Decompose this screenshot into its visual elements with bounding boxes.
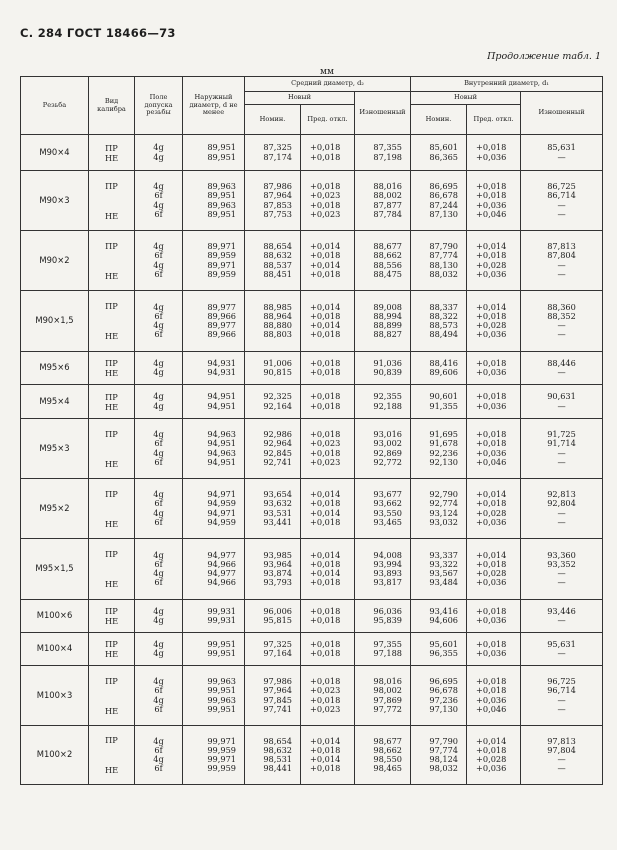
d2-deviation-cell: +0,014 +0,018 +0,014 +0,018	[301, 231, 355, 291]
d1-worn-cell: 92,813 92,804 — —	[521, 479, 603, 539]
d2-deviation-cell: +0,018 +0,018	[301, 633, 355, 666]
outer-diameter-cell: 94,977 94,966 94,977 94,966	[183, 539, 245, 600]
d2-nominal-cell: 92,325 92,164	[245, 385, 301, 419]
table-row	[21, 539, 603, 600]
d1-worn-cell: 88,360 88,352 — —	[521, 291, 603, 352]
col-header-middle-diameter: Средний диаметр, d₂	[245, 77, 411, 92]
outer-diameter-cell: 89,977 89,966 89,977 89,966	[183, 291, 245, 352]
col-header-d2-new: Новый	[245, 92, 355, 105]
gauge-type-cell: ПР НЕ	[89, 726, 135, 785]
thread-cell: M90×1,5	[21, 291, 89, 352]
d2-deviation-cell: +0,018 +0,018	[301, 352, 355, 385]
thread-cell: M90×4	[21, 135, 89, 171]
d2-deviation-cell: +0,018 +0,023 +0,018 +0,023	[301, 171, 355, 231]
d1-nominal-cell: 87,790 87,774 88,130 88,032	[411, 231, 467, 291]
d1-worn-cell: 96,725 96,714 — —	[521, 666, 603, 726]
tolerance-field-cell: 4g 4g	[135, 352, 183, 385]
d1-deviation-cell: +0,018 +0,036	[467, 385, 521, 419]
col-header-thread: Резьба	[21, 77, 89, 135]
thread-cell: M95×6	[21, 352, 89, 385]
table-row	[21, 419, 603, 479]
col-header-tolerance-field: Поле допуска резьбы	[135, 77, 183, 135]
tolerance-field-cell: 4g 6f 4g 6f	[135, 666, 183, 726]
d1-deviation-cell: +0,018 +0,036	[467, 135, 521, 171]
col-header-inner-diameter: Внутренний диаметр, d₁	[411, 77, 603, 92]
col-header-d2-nominal: Номин.	[245, 105, 301, 135]
d1-nominal-cell: 88,337 88,322 88,573 88,494	[411, 291, 467, 352]
d2-worn-cell: 96,036 95,839	[355, 600, 411, 633]
d1-deviation-cell: +0,018 +0,018 +0,036 +0,046	[467, 419, 521, 479]
page-header: С. 284 ГОСТ 18466—73	[20, 26, 176, 40]
d2-deviation-cell: +0,014 +0,018 +0,014 +0,018	[301, 479, 355, 539]
tolerance-field-cell: 4g 6f 4g 6f	[135, 479, 183, 539]
d2-nominal-cell: 97,986 97,964 97,845 97,741	[245, 666, 301, 726]
d1-worn-cell: 93,360 93,352 — —	[521, 539, 603, 600]
gauge-type-cell: ПР НЕ	[89, 539, 135, 600]
outer-diameter-cell: 89,951 89,951	[183, 135, 245, 171]
tolerance-field-cell: 4g 6f 4g 6f	[135, 171, 183, 231]
tolerance-field-cell: 4g 4g	[135, 135, 183, 171]
d2-worn-cell: 89,008 88,994 88,899 88,827	[355, 291, 411, 352]
table-row	[21, 171, 603, 231]
d1-deviation-cell: +0,018 +0,018 +0,036 +0,046	[467, 171, 521, 231]
gauge-type-cell: ПР НЕ	[89, 291, 135, 352]
table-row	[21, 231, 603, 291]
d1-deviation-cell: +0,014 +0,018 +0,028 +0,036	[467, 479, 521, 539]
tolerance-field-cell: 4g 6f 4g 6f	[135, 419, 183, 479]
d1-deviation-cell: +0,018 +0,036	[467, 352, 521, 385]
tolerance-field-cell: 4g 6f 4g 6f	[135, 726, 183, 785]
d1-nominal-cell: 93,416 94,606	[411, 600, 467, 633]
gauge-type-cell: ПР НЕ	[89, 385, 135, 419]
d1-worn-cell: 87,813 87,804 — —	[521, 231, 603, 291]
d2-deviation-cell: +0,018 +0,018	[301, 135, 355, 171]
d2-nominal-cell: 88,985 88,964 88,880 88,803	[245, 291, 301, 352]
d2-deviation-cell: +0,018 +0,023 +0,018 +0,023	[301, 666, 355, 726]
d1-deviation-cell: +0,014 +0,018 +0,028 +0,036	[467, 231, 521, 291]
gauge-type-cell: ПР НЕ	[89, 479, 135, 539]
col-header-d2-worn: Изношенный	[355, 92, 411, 135]
outer-diameter-cell: 94,971 94,959 94,971 94,959	[183, 479, 245, 539]
outer-diameter-cell: 94,951 94,951	[183, 385, 245, 419]
thread-cell: M95×1,5	[21, 539, 89, 600]
gauge-type-cell: ПР НЕ	[89, 419, 135, 479]
d1-worn-cell: 88,446 —	[521, 352, 603, 385]
d1-deviation-cell: +0,014 +0,018 +0,028 +0,036	[467, 726, 521, 785]
d2-worn-cell: 98,677 98,662 98,550 98,465	[355, 726, 411, 785]
gauge-type-cell: ПР НЕ	[89, 135, 135, 171]
tolerance-field-cell: 4g 6f 4g 6f	[135, 291, 183, 352]
table-row	[21, 291, 603, 352]
col-header-outer-diameter: Наружный диаметр, d не менее	[183, 77, 245, 135]
d1-nominal-cell: 88,416 89,606	[411, 352, 467, 385]
thread-cell: M90×2	[21, 231, 89, 291]
d2-deviation-cell: +0,018 +0,018	[301, 385, 355, 419]
tolerance-field-cell: 4g 4g	[135, 633, 183, 666]
tolerance-field-cell: 4g 6f 4g 6f	[135, 231, 183, 291]
gauge-type-cell: ПР НЕ	[89, 171, 135, 231]
col-header-gauge-type: Вид калибра	[89, 77, 135, 135]
tolerance-field-cell: 4g 4g	[135, 385, 183, 419]
d2-worn-cell: 94,008 93,994 93,893 93,817	[355, 539, 411, 600]
table-row	[21, 633, 603, 666]
outer-diameter-cell: 89,971 89,959 89,971 89,959	[183, 231, 245, 291]
table-row	[21, 352, 603, 385]
table-continuation-label: Продолжение табл. 1	[487, 51, 601, 62]
d1-deviation-cell: +0,018 +0,018 +0,036 +0,046	[467, 666, 521, 726]
d1-deviation-cell: +0,018 +0,036	[467, 600, 521, 633]
d2-worn-cell: 91,036 90,839	[355, 352, 411, 385]
d2-deviation-cell: +0,014 +0,018 +0,014 +0,018	[301, 291, 355, 352]
table-row	[21, 479, 603, 539]
table-row	[21, 135, 603, 171]
d1-worn-cell: 93,446 —	[521, 600, 603, 633]
gauge-type-cell: ПР НЕ	[89, 666, 135, 726]
outer-diameter-cell: 99,951 99,951	[183, 633, 245, 666]
d2-nominal-cell: 91,006 90,815	[245, 352, 301, 385]
d2-deviation-cell: +0,014 +0,018 +0,014 +0,018	[301, 539, 355, 600]
tolerance-field-cell: 4g 6f 4g 6f	[135, 539, 183, 600]
d2-worn-cell: 97,355 97,188	[355, 633, 411, 666]
tolerance-field-cell: 4g 4g	[135, 600, 183, 633]
table-row	[21, 666, 603, 726]
d2-nominal-cell: 92,986 92,964 92,845 92,741	[245, 419, 301, 479]
d2-nominal-cell: 93,654 93,632 93,531 93,441	[245, 479, 301, 539]
gauge-type-cell: ПР НЕ	[89, 352, 135, 385]
outer-diameter-cell: 89,963 89,951 89,963 89,951	[183, 171, 245, 231]
outer-diameter-cell: 99,971 99,959 99,971 99,959	[183, 726, 245, 785]
d2-worn-cell: 93,016 93,002 92,869 92,772	[355, 419, 411, 479]
d1-nominal-cell: 93,337 93,322 93,567 93,484	[411, 539, 467, 600]
d2-nominal-cell: 96,006 95,815	[245, 600, 301, 633]
thread-cell: M100×4	[21, 633, 89, 666]
d1-worn-cell: 90,631 —	[521, 385, 603, 419]
d1-deviation-cell: +0,018 +0,036	[467, 633, 521, 666]
d1-deviation-cell: +0,014 +0,018 +0,028 +0,036	[467, 539, 521, 600]
d1-nominal-cell: 95,601 96,355	[411, 633, 467, 666]
table-row	[21, 600, 603, 633]
d2-nominal-cell: 93,985 93,964 93,874 93,793	[245, 539, 301, 600]
d1-worn-cell: 85,631 —	[521, 135, 603, 171]
d2-nominal-cell: 87,325 87,174	[245, 135, 301, 171]
thread-cell: M100×3	[21, 666, 89, 726]
d1-nominal-cell: 90,601 91,355	[411, 385, 467, 419]
table-row	[21, 385, 603, 419]
thread-cell: M90×3	[21, 171, 89, 231]
col-header-d1-new: Новый	[411, 92, 521, 105]
d1-deviation-cell: +0,014 +0,018 +0,028 +0,036	[467, 291, 521, 352]
d2-nominal-cell: 98,654 98,632 98,531 98,441	[245, 726, 301, 785]
d2-nominal-cell: 87,986 87,964 87,853 87,753	[245, 171, 301, 231]
thread-cell: M100×6	[21, 600, 89, 633]
thread-gauge-table	[20, 76, 603, 785]
d2-worn-cell: 98,016 98,002 97,869 97,772	[355, 666, 411, 726]
thread-cell: M95×4	[21, 385, 89, 419]
unit-label: мм	[320, 67, 335, 77]
outer-diameter-cell: 99,931 99,931	[183, 600, 245, 633]
gauge-type-cell: ПР НЕ	[89, 231, 135, 291]
d1-nominal-cell: 85,601 86,365	[411, 135, 467, 171]
d2-worn-cell: 92,355 92,188	[355, 385, 411, 419]
d1-nominal-cell: 86,695 86,678 87,244 87,130	[411, 171, 467, 231]
table-row	[21, 726, 603, 785]
d1-worn-cell: 86,725 86,714 — —	[521, 171, 603, 231]
col-header-d1-worn: Изношенный	[521, 92, 603, 135]
thread-cell: M95×3	[21, 419, 89, 479]
d1-worn-cell: 97,813 97,804 — —	[521, 726, 603, 785]
thread-cell: M95×2	[21, 479, 89, 539]
d1-nominal-cell: 91,695 91,678 92,236 92,130	[411, 419, 467, 479]
d2-worn-cell: 87,355 87,198	[355, 135, 411, 171]
d2-deviation-cell: +0,014 +0,018 +0,014 +0,018	[301, 726, 355, 785]
d1-nominal-cell: 96,695 96,678 97,236 97,130	[411, 666, 467, 726]
gauge-type-cell: ПР НЕ	[89, 600, 135, 633]
d2-nominal-cell: 97,325 97,164	[245, 633, 301, 666]
gauge-type-cell: ПР НЕ	[89, 633, 135, 666]
thread-cell: M100×2	[21, 726, 89, 785]
col-header-d1-limit-dev: Пред. откл.	[467, 105, 521, 135]
outer-diameter-cell: 94,963 94,951 94,963 94,951	[183, 419, 245, 479]
d2-worn-cell: 93,677 93,662 93,550 93,465	[355, 479, 411, 539]
d2-deviation-cell: +0,018 +0,018	[301, 600, 355, 633]
d2-nominal-cell: 88,654 88,632 88,537 88,451	[245, 231, 301, 291]
d1-worn-cell: 95,631 —	[521, 633, 603, 666]
col-header-d2-limit-dev: Пред. откл.	[301, 105, 355, 135]
d1-nominal-cell: 92,790 92,774 93,124 93,032	[411, 479, 467, 539]
d2-deviation-cell: +0,018 +0,023 +0,018 +0,023	[301, 419, 355, 479]
d1-nominal-cell: 97,790 97,774 98,124 98,032	[411, 726, 467, 785]
outer-diameter-cell: 94,931 94,931	[183, 352, 245, 385]
d2-worn-cell: 88,016 88,002 87,877 87,784	[355, 171, 411, 231]
outer-diameter-cell: 99,963 99,951 99,963 99,951	[183, 666, 245, 726]
d1-worn-cell: 91,725 91,714 — —	[521, 419, 603, 479]
d2-worn-cell: 88,677 88,662 88,556 88,475	[355, 231, 411, 291]
col-header-d1-nominal: Номин.	[411, 105, 467, 135]
